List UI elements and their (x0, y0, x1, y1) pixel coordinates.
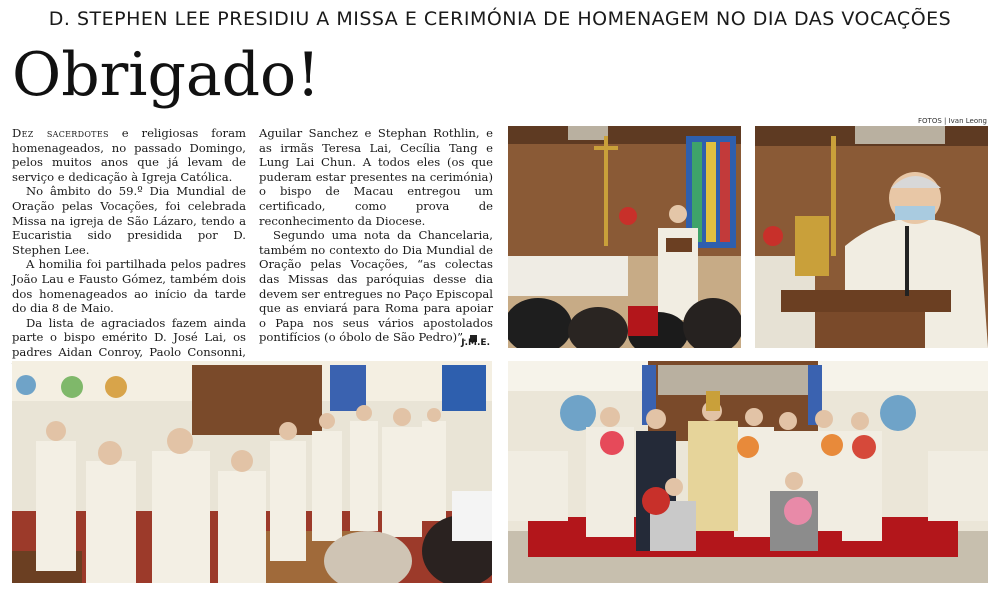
headline: Obrigado! (12, 40, 321, 110)
paragraph-1 (12, 126, 246, 184)
photo-clergy-procession (12, 361, 492, 583)
paragraph-6-text: Segundo uma nota da Chancelaria, também no contexto do Dia Mundial de Oração pelas Vocações, “as colectas das Missas das paróquias desse dia devem ser entregues no Paço Episcopal que as enviará para Roma para apoiar o Papa nos seus vários apostolados pontifícios (o óbolo de São Pedro)”. (259, 228, 493, 345)
paragraph-1-text: e religiosas foram homenageados, no passado Domingo, pelos muitos anos que já levam de serviço e dedicação à Igreja Católica. (12, 126, 246, 184)
paragraph-6 (259, 228, 493, 345)
photo-priest-at-ambo (508, 126, 741, 348)
paragraph-2: No âmbito do 59.º Dia Mundial de Oração pelas Vocações, foi celebrada Missa na igreja de São Lázaro, tendo a Eucaristia sido presidida por D. Stephen Lee. (12, 184, 246, 257)
article-column-2 (259, 126, 493, 345)
article-column-1 (12, 126, 246, 374)
paragraph-5: Aguilar Sanchez e Stephan Rothlin, e as irmãs Teresa Lai, Cecília Tang e Lung Lai Chun. A todos eles (os que puderam estar presentes na cerimónia) o bispo de Macau entregou um certificado, como prova de reconhecimento da Diocese. (259, 126, 493, 228)
photo-elderly-priest-speaking (755, 126, 988, 348)
paragraph-3: A homilia foi partilhada pelos padres João Lau e Fausto Gómez, também dois dos homenageados ao início da tarde do dia 8 de Maio. (12, 257, 246, 316)
paragraph-4: Da lista de agraciados fazem ainda parte o bispo emérito D. José Lai, os padres Aidan Conroy, Paolo Consonni, (12, 315, 246, 359)
kicker: D. STEPHEN LEE PRESIDIU A MISSA E CERIMÓNIA DE HOMENAGEM NO DIA DAS VOCAÇÕES (48, 8, 952, 30)
photo-honorees-group (508, 361, 988, 583)
lead-smallcaps: Dez sacerdotes (12, 126, 109, 140)
byline: J.M.E. (461, 338, 490, 348)
photo-credit: FOTOS | Ivan Leong (918, 117, 987, 125)
